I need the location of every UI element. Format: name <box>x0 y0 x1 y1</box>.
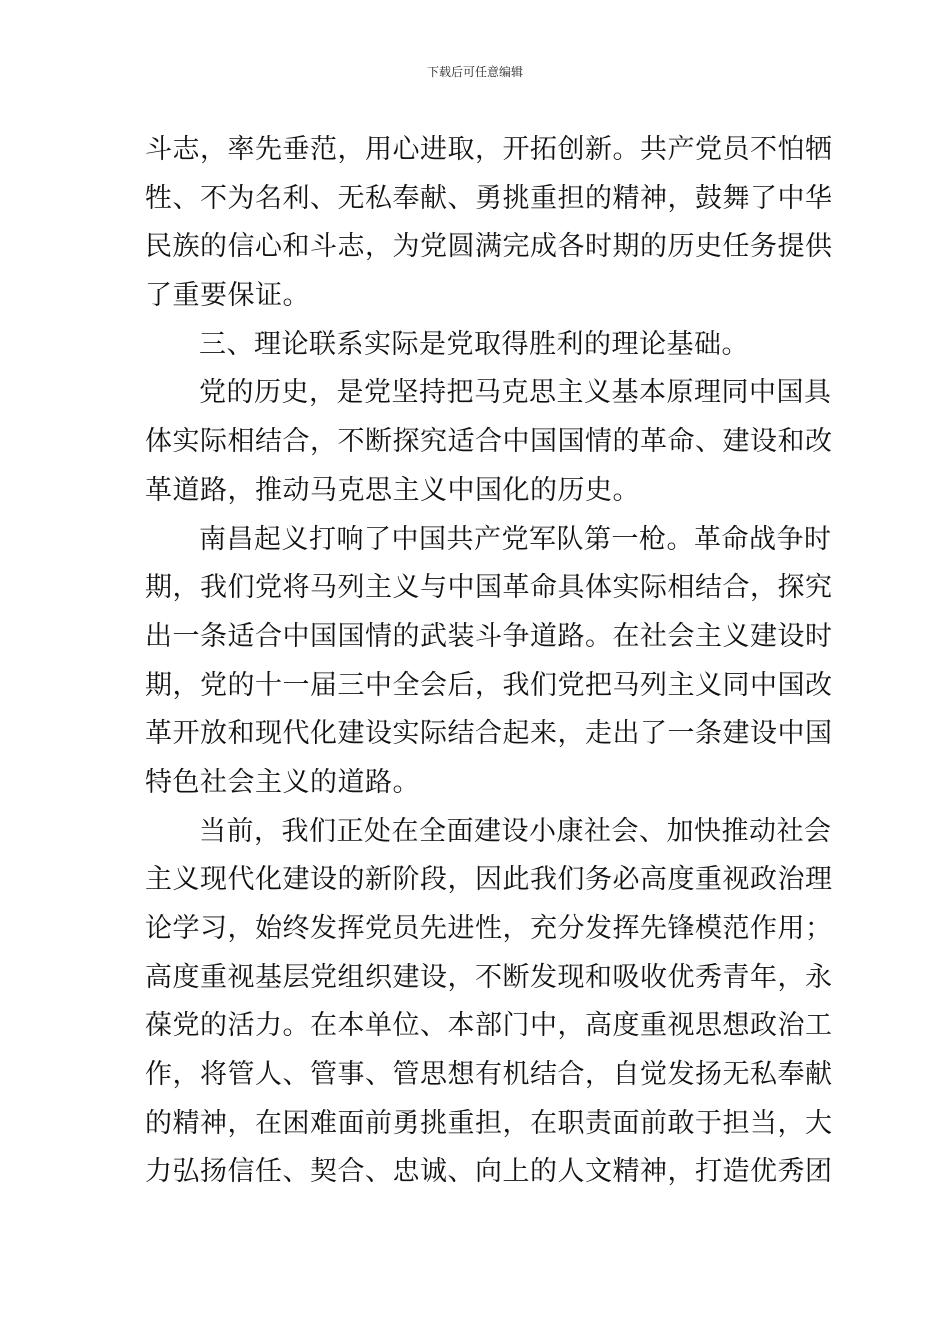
text-line: 论学习，始终发挥党员先进性，充分发挥先锋模范作用； <box>145 913 833 944</box>
text-line: 期，我们党将马列主义与中国革命具体实际相结合，探究 <box>145 572 833 604</box>
text-line: 党的历史，是党坚持把马克思主义基本原理同中国具 <box>199 377 832 409</box>
text-line: 主义现代化建设的新阶段，因此我们务必高度重视政治理 <box>145 864 833 896</box>
text-line: 特色社会主义的道路。 <box>145 766 420 798</box>
text-line: 民族的信心和斗志，为党圆满完成各时期的历史任务提供 <box>145 231 833 263</box>
text-line: 体实际相结合，不断探究适合中国国情的革命、建设和改 <box>145 426 833 458</box>
text-line: 作，将管人、管事、管思想有机结合，自觉发扬无私奉献 <box>145 1059 833 1091</box>
text-line: 的精神，在困难面前勇挑重担，在职责面前敢于担当，大 <box>145 1107 833 1139</box>
text-line: 南昌起义打响了中国共产党军队第一枪。革命战争时 <box>199 523 832 555</box>
text-line: 期，党的十一届三中全会后，我们党把马列主义同中国改 <box>145 669 833 701</box>
document-body <box>145 126 833 1197</box>
text-line: 葆党的活力。在本单位、本部门中，高度重视思想政治工 <box>145 1010 833 1042</box>
text-line: 革开放和现代化建设实际结合起来，走出了一条建设中国 <box>145 718 833 750</box>
page-header: 下载后可任意编辑 <box>426 65 523 79</box>
text-line: 高度重视基层党组织建设，不断发现和吸收优秀青年，永 <box>145 961 833 993</box>
text-line: 当前，我们正处在全面建设小康社会、加快推动社会 <box>199 815 832 847</box>
text-line: 出一条适合中国国情的武装斗争道路。在社会主义建设时 <box>145 620 833 652</box>
text-line: 斗志，率先垂范，用心进取，开拓创新。共产党员不怕牺 <box>145 134 833 165</box>
text-line: 革道路，推动马克思主义中国化的历史。 <box>145 474 640 506</box>
section-heading: 三、理论联系实际是党取得胜利的理论基础。 <box>199 328 749 360</box>
text-line: 力弘扬信任、契合、忠诚、向上的人文精神，打造优秀团 <box>145 1156 833 1188</box>
text-line: 了重要保证。 <box>145 280 310 312</box>
text-line: 牲、不为名利、无私奉献、勇挑重担的精神，鼓舞了中华 <box>145 182 833 214</box>
